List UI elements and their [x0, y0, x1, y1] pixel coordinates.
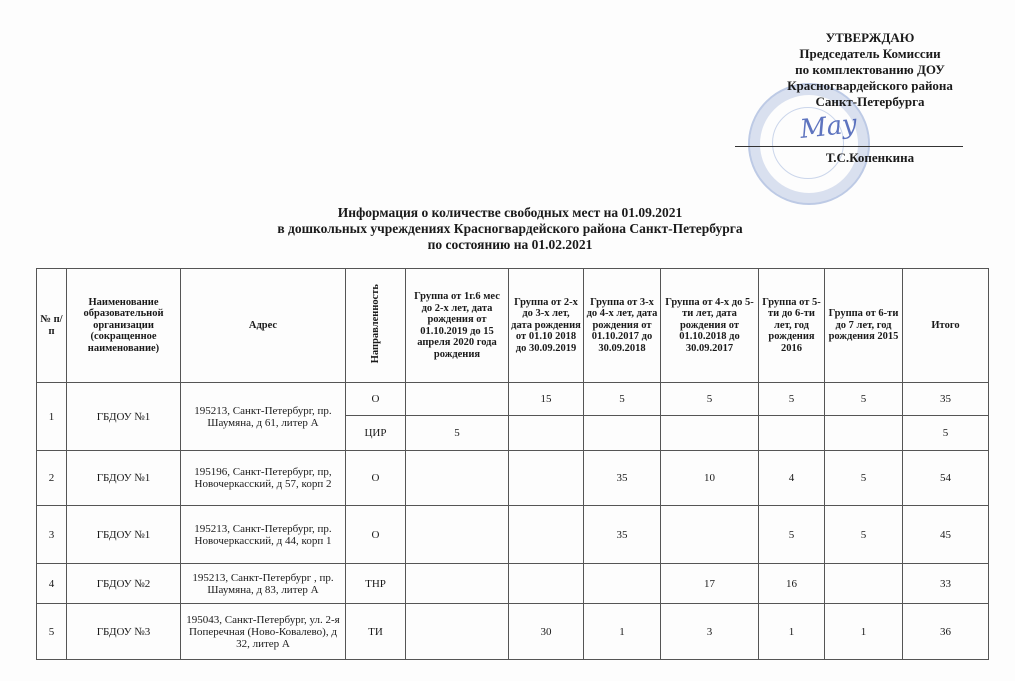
- cell-group-6: 5: [825, 451, 903, 506]
- header-group-6: Группа от 6-ти до 7 лет, год рождения 2015: [825, 269, 903, 383]
- approval-block: [740, 30, 1000, 110]
- cell-direction: О: [346, 506, 406, 564]
- cell-group-5: 5: [759, 506, 825, 564]
- cell-group-6: 1: [825, 604, 903, 660]
- cell-group-5: 16: [759, 564, 825, 604]
- header-name: Наименование образовательной организации (сокращенное наименование): [67, 269, 181, 383]
- table-row: [37, 451, 989, 506]
- cell-group-5: [759, 416, 825, 451]
- cell-group-4: 3: [661, 604, 759, 660]
- cell-num: 5: [37, 604, 67, 660]
- approval-position: Красногвардейского района: [787, 78, 953, 93]
- header-direction-label: Направленность: [369, 284, 381, 364]
- header-num: № п/ п: [37, 269, 67, 383]
- cell-group-3: [584, 416, 661, 451]
- cell-direction: ЦИР: [346, 416, 406, 451]
- cell-direction: ТНР: [346, 564, 406, 604]
- header-direction: [346, 269, 406, 383]
- header-address: Адрес: [181, 269, 346, 383]
- cell-total: 5: [903, 416, 989, 451]
- cell-group-4: 5: [661, 383, 759, 416]
- cell-name: ГБДОУ №1: [67, 383, 181, 451]
- signature-line: [735, 146, 963, 147]
- header-group-5: Группа от 5-ти до 6-ти лет, год рождения 2016: [759, 269, 825, 383]
- cell-group-6: [825, 564, 903, 604]
- cell-group-2: [509, 416, 584, 451]
- cell-group-1: [406, 506, 509, 564]
- cell-group-6: 5: [825, 506, 903, 564]
- cell-direction: ТИ: [346, 604, 406, 660]
- cell-total: 54: [903, 451, 989, 506]
- cell-total: 35: [903, 383, 989, 416]
- handwritten-signature: Мау: [798, 109, 859, 145]
- cell-group-2: [509, 451, 584, 506]
- cell-group-1: [406, 383, 509, 416]
- free-places-table: [36, 268, 989, 660]
- cell-total: 36: [903, 604, 989, 660]
- cell-group-3: 35: [584, 451, 661, 506]
- signer-name: Т.С.Копенкина: [825, 150, 915, 165]
- cell-name: ГБДОУ №2: [67, 564, 181, 604]
- approval-position: Санкт-Петербурга: [815, 94, 925, 109]
- cell-group-2: [509, 564, 584, 604]
- cell-name: ГБДОУ №1: [67, 451, 181, 506]
- cell-group-1: [406, 451, 509, 506]
- cell-address: 195213, Санкт-Петербург, пр. Новочеркасский, д 44, корп 1: [181, 506, 346, 564]
- cell-num: 2: [37, 451, 67, 506]
- cell-address: 195196, Санкт-Петербург, пр, Новочеркасский, д 57, корп 2: [181, 451, 346, 506]
- cell-group-3: 1: [584, 604, 661, 660]
- cell-group-4: 17: [661, 564, 759, 604]
- cell-num: 1: [37, 383, 67, 451]
- header-total: Итого: [903, 269, 989, 383]
- cell-name: ГБДОУ №1: [67, 506, 181, 564]
- cell-group-3: 5: [584, 383, 661, 416]
- cell-group-3: 35: [584, 506, 661, 564]
- cell-group-3: [584, 564, 661, 604]
- title-line-1: Информация о количестве свободных мест на 01.09.2021: [337, 205, 683, 220]
- cell-group-5: 4: [759, 451, 825, 506]
- cell-group-1: [406, 604, 509, 660]
- cell-group-4: [661, 506, 759, 564]
- cell-address: 195213, Санкт-Петербург, пр. Шаумяна, д 61, литер А: [181, 383, 346, 451]
- cell-group-5: 1: [759, 604, 825, 660]
- cell-num: 4: [37, 564, 67, 604]
- header-group-4: Группа от 4-х до 5-ти лет, дата рождения от 01.10.2018 до 30.09.2017: [661, 269, 759, 383]
- cell-group-4: [661, 416, 759, 451]
- title-line-2: в дошкольных учреждениях Красногвардейского района Санкт-Петербурга: [277, 221, 743, 236]
- cell-direction: О: [346, 383, 406, 416]
- cell-address: 195213, Санкт-Петербург , пр. Шаумяна, д 83, литер А: [181, 564, 346, 604]
- document-title: [200, 205, 820, 253]
- table-row: [37, 604, 989, 660]
- header-group-3: Группа от 3-х до 4-х лет, дата рождения от 01.10.2017 до 30.09.2018: [584, 269, 661, 383]
- cell-group-1: 5: [406, 416, 509, 451]
- cell-total: 45: [903, 506, 989, 564]
- table-row: [37, 383, 989, 416]
- cell-group-5: 5: [759, 383, 825, 416]
- cell-group-2: [509, 506, 584, 564]
- header-group-2: Группа от 2-х до 3-х лет, дата рождения от 01.10 2018 до 30.09.2019: [509, 269, 584, 383]
- header-group-1: Группа от 1г.6 мес до 2-х лет, дата рождения от 01.10.2019 до 15 апреля 2020 года рождения: [406, 269, 509, 383]
- cell-group-6: 5: [825, 383, 903, 416]
- cell-name: ГБДОУ №3: [67, 604, 181, 660]
- cell-group-6: [825, 416, 903, 451]
- table-row: [37, 564, 989, 604]
- cell-total: 33: [903, 564, 989, 604]
- header-row: [37, 269, 989, 383]
- approval-position: по комплектованию ДОУ: [795, 62, 945, 77]
- cell-group-2: 15: [509, 383, 584, 416]
- cell-group-2: 30: [509, 604, 584, 660]
- cell-group-1: [406, 564, 509, 604]
- title-line-3: по состоянию на 01.02.2021: [427, 237, 593, 252]
- cell-group-4: 10: [661, 451, 759, 506]
- table-row: [37, 506, 989, 564]
- cell-direction: О: [346, 451, 406, 506]
- cell-address: 195043, Санкт-Петербург, ул. 2-я Поперечная (Ново-Ковалево), д 32, литер А: [181, 604, 346, 660]
- approval-heading: УТВЕРЖДАЮ: [825, 30, 915, 45]
- approval-position: Председатель Комиссии: [799, 46, 941, 61]
- cell-num: 3: [37, 506, 67, 564]
